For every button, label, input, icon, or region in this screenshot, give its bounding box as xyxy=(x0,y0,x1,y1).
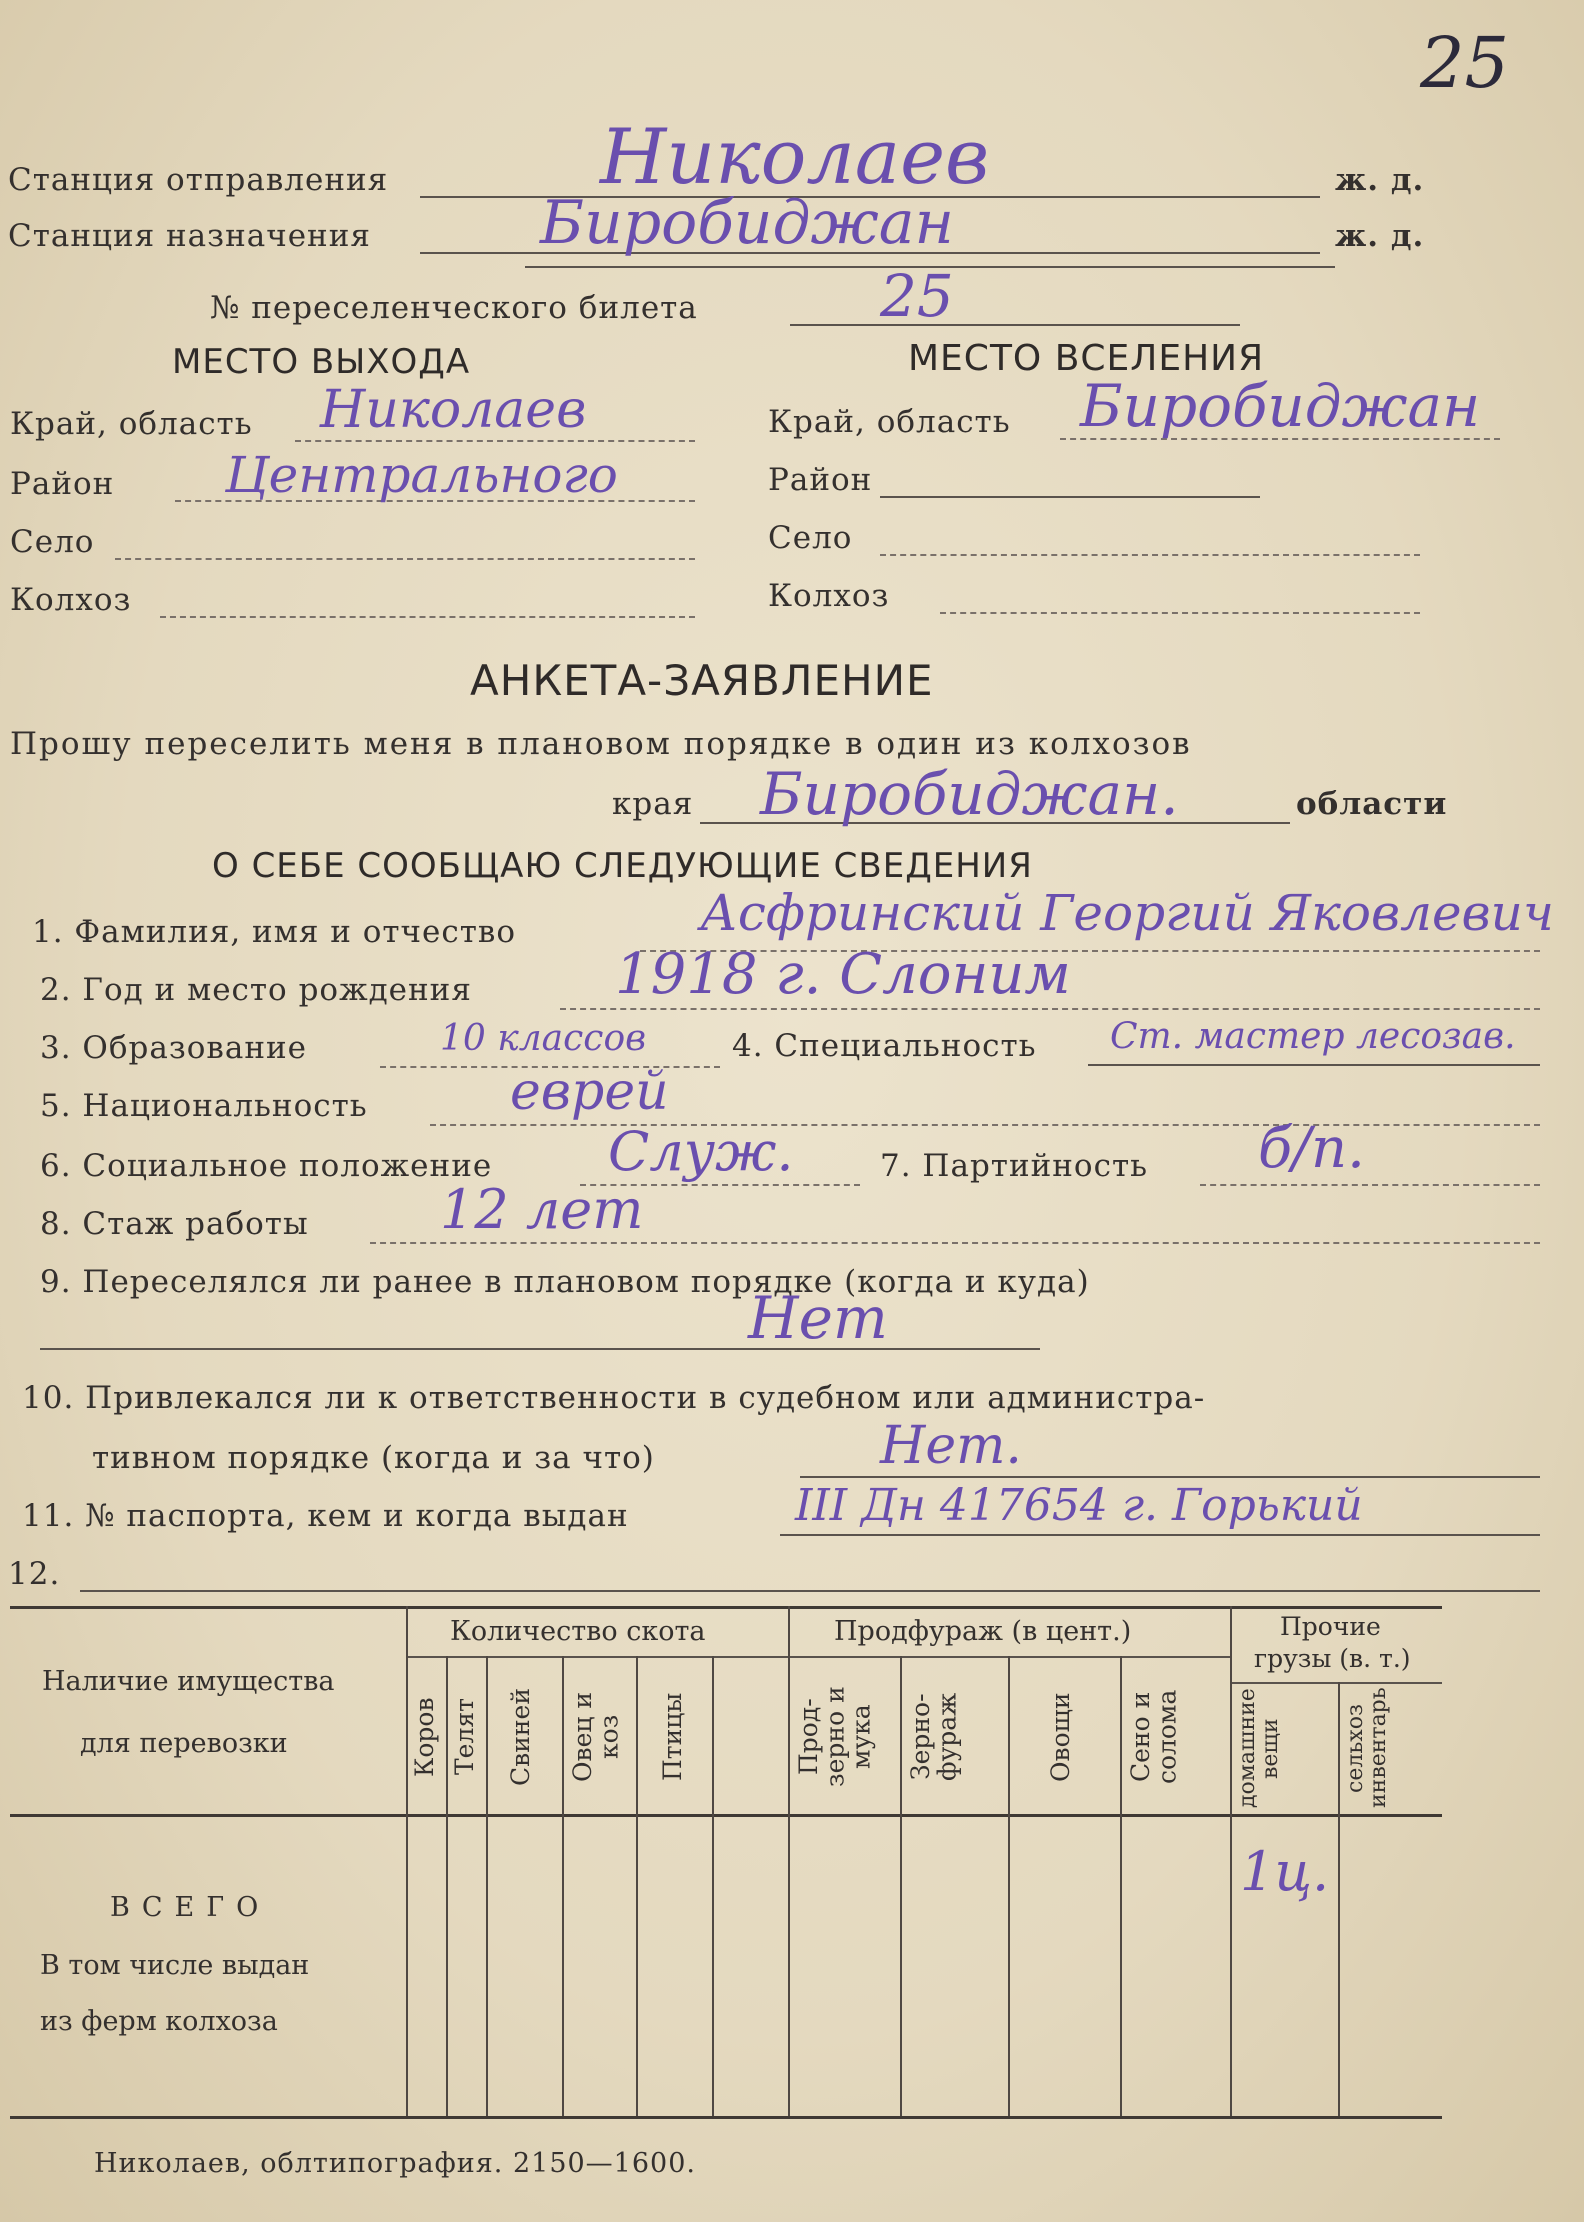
livestock-group-rule xyxy=(408,1656,788,1658)
field-7-value: б/п. xyxy=(1258,1116,1365,1181)
col-divider xyxy=(1338,1682,1340,2116)
dest-region-value: Биробиджан xyxy=(1080,372,1481,440)
origin-village-line xyxy=(115,558,695,560)
origin-kolkhoz-label: Колхоз xyxy=(10,582,132,618)
origin-kolkhoz-line xyxy=(160,616,695,618)
col-farm-tools: сельхоз инвентарь xyxy=(1343,1687,1392,1808)
field-5-line xyxy=(430,1124,1540,1126)
field-4-label: 4. Специальность xyxy=(732,1028,1037,1064)
field-12-line xyxy=(80,1590,1540,1592)
field-7-line xyxy=(1200,1184,1540,1186)
col-forage: Зерно-фураж xyxy=(906,1692,962,1782)
page-number: 25 xyxy=(1420,22,1510,104)
field-10-label-2: тивном порядке (когда и за что) xyxy=(92,1440,655,1476)
origin-village-label: Село xyxy=(10,524,95,560)
ticket-line xyxy=(790,324,1240,326)
destination-value: Биробиджан xyxy=(540,188,955,258)
destination-label: Станция назначения xyxy=(8,218,371,254)
group-livestock: Количество скота xyxy=(450,1616,706,1647)
col-divider xyxy=(446,1656,448,2116)
field-8-value: 12 лет xyxy=(440,1178,644,1241)
field-10-label-1: 10. Привлекался ли к ответственности в судебном или администра- xyxy=(22,1380,1206,1416)
departure-label: Станция отправления xyxy=(8,162,389,198)
dest-kolkhoz-label: Колхоз xyxy=(768,578,890,614)
col-divider-group xyxy=(1230,1606,1232,2116)
group-other-1: Прочие xyxy=(1280,1612,1381,1641)
field-2-value: 1918 г. Слоним xyxy=(615,942,1071,1007)
col-divider-group xyxy=(788,1606,790,2116)
col-household: домашние вещи xyxy=(1235,1688,1284,1808)
field-11-value: III Дн 417654 г. Горький xyxy=(795,1480,1363,1531)
field-10-value: Нет. xyxy=(880,1416,1022,1476)
form-subtitle: О СЕБЕ СООБЩАЮ СЛЕДУЮЩИЕ СВЕДЕНИЯ xyxy=(212,846,1033,886)
col-vegetables: Овощи xyxy=(1046,1692,1075,1782)
request-oblast: области xyxy=(1296,786,1448,822)
col-poultry: Птицы xyxy=(658,1692,687,1782)
field-9-line xyxy=(40,1348,1040,1350)
field-2-label: 2. Год и место рождения xyxy=(40,972,472,1008)
dest-district-line xyxy=(880,496,1260,498)
col-divider xyxy=(486,1656,488,2116)
field-8-label: 8. Стаж работы xyxy=(40,1206,309,1242)
group-fodder: Продфураж (в цент.) xyxy=(834,1616,1132,1647)
field-1-label: 1. Фамилия, имя и отчество xyxy=(32,914,517,950)
ticket-label: № переселенческого билета xyxy=(210,290,698,326)
form-title: АНКЕТА-ЗАЯВЛЕНИЕ xyxy=(470,656,934,705)
field-8-line xyxy=(370,1242,1540,1244)
table-header-rule xyxy=(10,1814,1442,1817)
field-4-value: Ст. мастер лесозав. xyxy=(1110,1016,1516,1057)
col-cows: Коров xyxy=(410,1697,439,1777)
col-divider xyxy=(1008,1656,1010,2116)
issued-label-1: В том числе выдан xyxy=(40,1950,310,1981)
group-other-2: грузы (в. т.) xyxy=(1254,1644,1411,1673)
col-divider xyxy=(712,1656,714,2116)
field-6-value: Служ. xyxy=(608,1120,794,1183)
col-divider xyxy=(900,1656,902,2116)
dest-district-label: Район xyxy=(768,462,873,498)
dest-region-label: Край, область xyxy=(768,404,1011,440)
origin-region-label: Край, область xyxy=(10,406,253,442)
request-line: Прошу переселить меня в плановом порядке в один из колхозов xyxy=(10,726,1192,762)
field-9-label: 9. Переселялся ли ранее в плановом порядке (когда и куда) xyxy=(40,1264,1090,1300)
total-label: ВСЕГО xyxy=(110,1892,271,1923)
field-2-line xyxy=(560,1008,1540,1010)
field-10-line xyxy=(800,1476,1540,1478)
field-11-label: 11. № паспорта, кем и когда выдан xyxy=(22,1498,629,1534)
field-12-label: 12. xyxy=(8,1556,61,1592)
col-divider xyxy=(1120,1656,1122,2116)
destination-rail: ж. д. xyxy=(1335,218,1425,254)
col-sheep-goats: Овец и коз xyxy=(568,1691,624,1783)
dest-village-line xyxy=(880,554,1420,556)
ticket-value: 25 xyxy=(880,262,954,330)
table-top-rule xyxy=(10,1606,1442,1609)
dest-kolkhoz-line xyxy=(940,612,1420,614)
field-9-value: Нет xyxy=(748,1284,888,1352)
issued-label-2: из ферм колхоза xyxy=(40,2006,278,2037)
household-value: 1ц. xyxy=(1240,1840,1330,1903)
field-1-value: Асфринский Георгий Яковлевич xyxy=(700,884,1554,942)
footer-imprint: Николаев, облтипография. 2150—1600. xyxy=(94,2148,696,2179)
dest-village-label: Село xyxy=(768,520,853,556)
row-label-1: Наличие имущества xyxy=(42,1666,335,1697)
departure-rail: ж. д. xyxy=(1335,162,1425,198)
origin-district-label: Район xyxy=(10,466,115,502)
row-label-2: для перевозки xyxy=(80,1728,288,1759)
col-divider xyxy=(636,1656,638,2116)
fodder-group-rule xyxy=(790,1656,1230,1658)
col-grain-flour: Прод-зерно и мука xyxy=(794,1686,876,1788)
destination-heading: МЕСТО ВСЕЛЕНИЯ xyxy=(908,338,1265,379)
field-3-label: 3. Образование xyxy=(40,1030,308,1066)
request-value: Биробиджан. xyxy=(760,760,1179,828)
departure-value: Николаев xyxy=(600,112,990,201)
col-divider xyxy=(562,1656,564,2116)
col-calves: Телят xyxy=(450,1698,479,1776)
origin-region-value: Николаев xyxy=(320,380,587,440)
field-7-label: 7. Партийность xyxy=(880,1148,1148,1184)
field-3-value: 10 классов xyxy=(440,1018,647,1059)
origin-district-value: Центрального xyxy=(225,446,618,504)
field-5-value: еврей xyxy=(510,1062,669,1122)
col-hay-straw: Сено и солома xyxy=(1126,1689,1182,1785)
col-divider-main xyxy=(406,1606,408,2116)
table-bottom-rule xyxy=(10,2116,1442,2119)
request-krai: края xyxy=(612,786,694,822)
field-11-line xyxy=(780,1534,1540,1536)
origin-heading: МЕСТО ВЫХОДА xyxy=(172,342,471,382)
col-pigs: Свиней xyxy=(506,1688,535,1786)
origin-region-line xyxy=(295,440,695,442)
other-group-rule xyxy=(1232,1682,1442,1684)
field-5-label: 5. Национальность xyxy=(40,1088,368,1124)
field-6-label: 6. Социальное положение xyxy=(40,1148,493,1184)
field-4-line xyxy=(1088,1064,1540,1066)
